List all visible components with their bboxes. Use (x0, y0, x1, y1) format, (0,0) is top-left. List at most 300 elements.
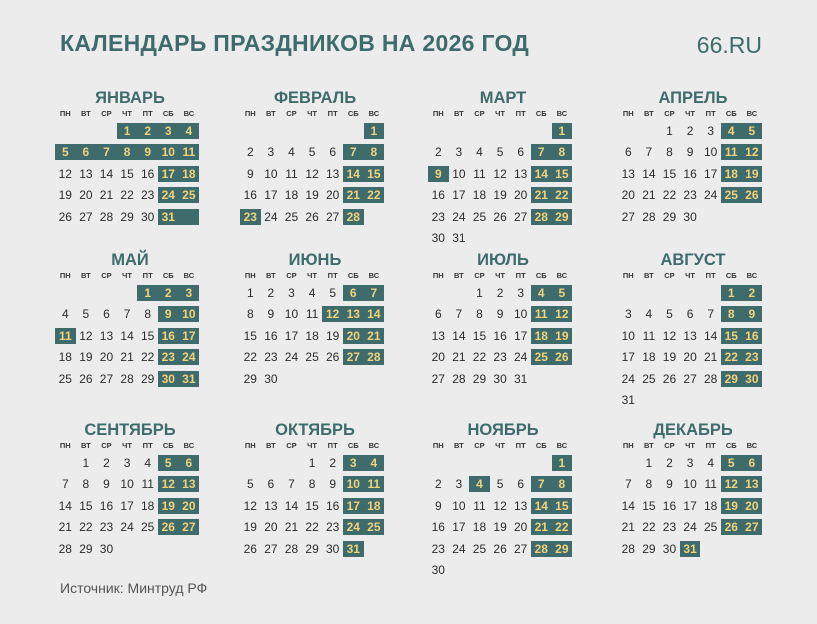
day-cell: 6 (103, 307, 110, 321)
holiday-day-cell: 16 (742, 328, 763, 344)
holiday-day-cell: 15 (721, 328, 742, 344)
day-cell: 3 (455, 477, 463, 491)
day-cell (700, 209, 721, 225)
holiday-day-cell: 17 (158, 166, 179, 182)
day-cell: 30 (683, 209, 697, 224)
month-block (618, 420, 768, 560)
day-cell: 21 (642, 188, 656, 202)
day-cell: 2 (329, 455, 337, 470)
holiday-day-cell: 22 (552, 187, 573, 203)
weekday-label: ВТ (266, 271, 276, 280)
day-cell: 29 (642, 541, 656, 556)
holiday-day-cell: 30 (158, 371, 179, 387)
weekday-label: ЧТ (685, 109, 695, 118)
day-cell: 27 (621, 209, 635, 224)
day-cell: 6 (624, 145, 632, 159)
holiday-day-cell: 10 (343, 476, 364, 492)
day-cell: 14 (452, 328, 466, 343)
week-row (428, 538, 578, 560)
brand-logo: 66.RU (696, 32, 762, 58)
holiday-day-cell: 5 (742, 123, 763, 139)
month-block (618, 250, 768, 411)
weekday-label: ПН (59, 441, 71, 450)
day-cell: 26 (325, 350, 340, 364)
weekday-label: ВС (746, 109, 758, 118)
day-cell: 3 (267, 145, 275, 159)
weekday-label: ПН (244, 271, 256, 280)
holiday-day-cell: 24 (158, 187, 179, 203)
day-cell: 27 (683, 371, 697, 386)
holiday-day-cell: 3 (179, 285, 200, 301)
holiday-day-cell: 11 (364, 476, 385, 492)
day-cell: 13 (99, 328, 114, 343)
day-cell: 22 (79, 520, 93, 534)
weekday-label: ПТ (515, 441, 526, 450)
weekday-label: ВТ (644, 271, 654, 280)
holiday-day-cell: 4 (179, 123, 200, 139)
week-row (428, 142, 578, 164)
week-row (618, 120, 768, 142)
day-cell: 24 (452, 209, 466, 224)
holiday-day-cell: 30 (742, 371, 763, 387)
day-cell: 16 (662, 498, 677, 513)
weekday-label: ПТ (142, 109, 153, 118)
day-cell (552, 230, 573, 246)
holiday-day-cell: 19 (552, 328, 573, 344)
day-cell: 23 (493, 350, 507, 364)
day-cell (364, 541, 385, 557)
day-cell (490, 123, 511, 139)
weekday-label: СБ (162, 109, 174, 118)
day-cell: 9 (686, 145, 694, 159)
weekday-label: ПТ (515, 109, 526, 118)
week-row (55, 474, 205, 496)
day-cell (261, 455, 282, 471)
week-row (428, 228, 578, 250)
holiday-day-cell: 12 (721, 476, 742, 492)
holiday-day-cell: 10 (179, 306, 200, 322)
day-cell: 9 (329, 477, 337, 491)
holiday-day-cell: 23 (158, 349, 179, 365)
day-cell: 23 (264, 350, 278, 364)
day-cell: 13 (621, 166, 635, 181)
holiday-day-cell: 28 (531, 541, 552, 557)
day-cell: 22 (243, 350, 257, 364)
weekday-label: СР (474, 441, 485, 450)
holiday-day-cell: 12 (552, 306, 573, 322)
week-row (240, 368, 390, 390)
day-cell: 18 (472, 520, 487, 534)
day-cell: 19 (305, 188, 319, 202)
day-cell: 10 (703, 145, 718, 159)
week-row (55, 120, 205, 142)
day-cell: 15 (472, 328, 487, 343)
day-cell: 26 (58, 209, 72, 224)
day-cell (55, 285, 76, 301)
day-cell: 27 (99, 371, 114, 386)
holiday-day-cell: 29 (721, 371, 742, 387)
day-cell: 11 (305, 307, 319, 321)
holiday-day-cell: 22 (364, 187, 385, 203)
day-cell: 16 (431, 188, 445, 202)
weekday-label: ЧТ (685, 441, 695, 450)
day-cell: 21 (99, 188, 114, 202)
holiday-day-cell: 9 (137, 144, 158, 160)
day-cell: 17 (703, 166, 718, 181)
day-cell: 31 (513, 371, 528, 386)
week-row (240, 474, 390, 496)
day-cell: 26 (493, 209, 507, 224)
day-cell: 23 (99, 520, 114, 534)
weekday-label: ЧТ (495, 441, 505, 450)
day-cell: 19 (79, 350, 93, 364)
holiday-day-cell: 19 (721, 498, 742, 514)
weekday-label: СБ (725, 109, 737, 118)
week-row (618, 185, 768, 207)
week-row (240, 495, 390, 517)
week-row (55, 347, 205, 369)
day-cell: 25 (284, 209, 299, 224)
day-cell: 9 (103, 477, 110, 491)
weekday-label: СБ (347, 109, 359, 118)
day-cell (428, 455, 449, 471)
day-cell: 18 (642, 350, 656, 364)
day-cell (96, 285, 117, 301)
month-name: ИЮЛЬ (477, 251, 529, 269)
day-cell: 18 (140, 498, 155, 513)
day-cell: 7 (455, 307, 463, 321)
holiday-day-cell: 4 (721, 123, 742, 139)
weekday-label: СР (664, 441, 675, 450)
weekday-label: ЧТ (122, 441, 132, 450)
day-cell: 28 (452, 371, 466, 386)
weekday-label: ВТ (454, 109, 464, 118)
day-cell: 7 (645, 145, 653, 159)
weekday-label: ПТ (705, 271, 716, 280)
day-cell: 15 (662, 166, 677, 181)
day-cell: 3 (517, 285, 525, 300)
weekday-label: ЧТ (307, 271, 317, 280)
source-note: Источник: Минтруд РФ (60, 580, 208, 596)
weekday-label: ПН (622, 271, 634, 280)
day-cell (469, 230, 490, 246)
day-cell (261, 123, 282, 139)
week-row (55, 282, 205, 304)
day-cell: 20 (325, 188, 340, 202)
day-cell: 6 (267, 477, 275, 491)
day-cell: 12 (493, 166, 507, 181)
day-cell: 10 (452, 498, 466, 513)
week-row (618, 495, 768, 517)
weekday-label: ВС (746, 441, 758, 450)
day-cell (639, 285, 660, 301)
day-cell: 16 (431, 520, 445, 534)
weekday-label: ЧТ (495, 271, 505, 280)
holiday-day-cell: 1 (117, 123, 138, 139)
day-cell: 17 (264, 188, 278, 202)
day-cell: 30 (493, 371, 507, 386)
day-cell: 5 (246, 477, 254, 491)
day-cell (700, 392, 721, 408)
holiday-day-cell: 3 (343, 455, 364, 471)
weekday-label: ПН (59, 109, 71, 118)
holiday-day-cell: 8 (552, 144, 573, 160)
holiday-day-cell: 17 (179, 328, 200, 344)
day-cell: 28 (703, 371, 718, 386)
day-cell: 23 (431, 209, 445, 224)
day-cell: 11 (473, 166, 486, 181)
day-cell: 12 (305, 166, 319, 181)
day-cell: 6 (686, 307, 694, 321)
holiday-day-cell: 9 (158, 306, 179, 322)
holiday-day-cell: 12 (158, 476, 179, 492)
week-row (55, 368, 205, 390)
day-cell: 20 (99, 350, 114, 364)
week-row (55, 325, 205, 347)
holiday-day-cell: 28 (343, 209, 364, 225)
holiday-day-cell: 26 (158, 519, 179, 535)
holiday-day-cell: 26 (721, 519, 742, 535)
day-cell (469, 455, 490, 471)
day-cell: 5 (82, 307, 90, 321)
holiday-day-cell (179, 209, 200, 225)
week-row (618, 304, 768, 326)
week-row (55, 142, 205, 164)
day-cell: 17 (120, 498, 134, 513)
holiday-day-cell: 15 (552, 166, 573, 182)
day-cell: 20 (621, 188, 635, 202)
weekday-header (428, 440, 578, 452)
day-cell: 5 (329, 285, 337, 300)
week-row (428, 163, 578, 185)
holiday-day-cell: 5 (158, 455, 179, 471)
week-row (428, 206, 578, 228)
weekday-label: СБ (162, 271, 174, 280)
day-cell: 13 (325, 166, 340, 181)
day-cell: 16 (264, 328, 278, 343)
day-cell: 14 (120, 328, 134, 343)
holiday-day-cell: 22 (552, 519, 573, 535)
day-cell (137, 541, 158, 557)
holiday-day-cell: 2 (742, 285, 763, 301)
day-cell (531, 455, 552, 471)
holiday-day-cell: 4 (364, 455, 385, 471)
day-cell: 3 (288, 285, 295, 300)
weekday-label: СР (474, 271, 485, 280)
weekday-label: СР (286, 271, 297, 280)
week-row (240, 347, 390, 369)
month-name: АПРЕЛЬ (658, 89, 728, 107)
weekday-label: ВС (368, 271, 380, 280)
day-cell: 23 (431, 541, 445, 556)
day-cell: 10 (452, 166, 466, 181)
week-row (618, 206, 768, 228)
week-row (428, 368, 578, 390)
weekday-label: ПТ (142, 441, 153, 450)
week-row (55, 517, 205, 539)
day-cell: 6 (517, 477, 525, 491)
holiday-day-cell: 12 (742, 144, 763, 160)
day-cell (531, 371, 552, 387)
day-cell: 27 (325, 209, 340, 224)
day-cell: 3 (624, 307, 632, 321)
weekday-label: СР (664, 271, 675, 280)
day-cell (179, 541, 200, 557)
day-cell (490, 230, 511, 246)
day-cell (302, 123, 323, 139)
day-cell: 21 (452, 350, 466, 364)
weekday-label: ПН (432, 109, 444, 118)
day-cell: 7 (288, 477, 295, 491)
weekday-label: ВС (368, 109, 380, 118)
day-cell: 9 (267, 307, 275, 321)
holiday-day-cell: 7 (96, 144, 117, 160)
week-row (428, 474, 578, 496)
weekday-label: ВТ (644, 109, 654, 118)
day-cell: 16 (325, 498, 340, 513)
day-cell: 24 (264, 209, 278, 224)
weekday-label: ВС (183, 441, 195, 450)
day-cell (680, 285, 701, 301)
day-cell: 27 (264, 541, 278, 556)
day-cell: 20 (431, 350, 445, 364)
day-cell: 20 (513, 520, 528, 534)
day-cell: 17 (284, 328, 299, 343)
weekday-label: ЧТ (122, 271, 132, 280)
day-cell: 11 (642, 328, 656, 343)
day-cell: 19 (493, 188, 507, 202)
holiday-day-cell: 18 (721, 166, 742, 182)
weekday-label: ПН (244, 109, 256, 118)
day-cell: 29 (472, 371, 487, 386)
week-row (618, 347, 768, 369)
day-cell: 30 (99, 541, 114, 556)
day-cell: 5 (308, 145, 316, 159)
weekday-label: ВТ (454, 271, 464, 280)
day-cell: 9 (666, 477, 673, 491)
holiday-day-cell: 6 (76, 144, 97, 160)
holiday-day-cell: 8 (117, 144, 138, 160)
day-cell: 3 (686, 455, 694, 470)
month-name: СЕНТЯБРЬ (84, 421, 176, 439)
holiday-day-cell: 6 (179, 455, 200, 471)
day-cell: 10 (264, 166, 278, 181)
holiday-day-cell: 10 (158, 144, 179, 160)
day-cell: 5 (496, 145, 504, 159)
day-cell: 2 (103, 455, 110, 470)
day-cell: 18 (284, 188, 299, 202)
weekday-header (618, 270, 768, 282)
weekday-label: СР (286, 109, 297, 118)
weekday-label: ЧТ (685, 271, 695, 280)
day-cell (96, 123, 117, 139)
month-name: ИЮНЬ (288, 251, 342, 269)
day-cell (428, 123, 449, 139)
holiday-day-cell: 24 (179, 349, 200, 365)
day-cell: 20 (264, 520, 278, 534)
day-cell (531, 562, 552, 578)
weekday-label: ВС (183, 109, 195, 118)
holiday-day-cell: 20 (343, 328, 364, 344)
day-cell: 1 (645, 455, 653, 470)
weekday-label: ПН (622, 109, 634, 118)
holiday-day-cell: 29 (552, 541, 573, 557)
day-cell: 4 (144, 455, 152, 470)
weekday-header (428, 108, 578, 120)
day-cell: 16 (99, 498, 114, 513)
day-cell: 22 (305, 520, 319, 534)
month-block (428, 420, 578, 581)
holiday-day-cell: 8 (721, 306, 742, 322)
month-block (240, 88, 390, 228)
holiday-day-cell: 23 (240, 209, 261, 225)
week-row (428, 120, 578, 142)
day-cell: 9 (496, 307, 504, 321)
day-cell: 16 (493, 328, 507, 343)
day-cell (680, 392, 701, 408)
day-cell (428, 285, 449, 301)
day-cell: 21 (703, 350, 718, 364)
day-cell: 28 (642, 209, 656, 224)
day-cell: 2 (267, 285, 275, 300)
day-cell: 4 (707, 455, 715, 470)
day-cell: 14 (703, 328, 718, 343)
day-cell: 15 (140, 328, 155, 343)
day-cell: 25 (703, 520, 718, 534)
day-cell: 21 (58, 520, 72, 534)
week-row (428, 185, 578, 207)
day-cell: 7 (707, 307, 715, 321)
day-cell: 11 (473, 498, 486, 513)
month-name: ЯНВАРЬ (95, 89, 165, 107)
day-cell: 22 (642, 520, 656, 534)
week-row (428, 452, 578, 474)
weekday-label: СР (664, 109, 675, 118)
weekday-label: ВС (556, 271, 568, 280)
holiday-day-cell: 18 (179, 166, 200, 182)
day-cell: 9 (246, 166, 254, 181)
day-cell: 15 (305, 498, 319, 513)
week-row (428, 282, 578, 304)
weekday-header (55, 108, 205, 120)
month-block (240, 420, 390, 560)
day-cell: 9 (434, 498, 442, 513)
holiday-day-cell: 31 (158, 209, 179, 225)
day-cell: 4 (308, 285, 316, 300)
month-block (55, 420, 205, 560)
day-cell: 14 (284, 498, 299, 513)
day-cell (76, 285, 97, 301)
weekday-label: СР (474, 109, 485, 118)
day-cell: 12 (58, 166, 72, 181)
day-cell (343, 123, 364, 139)
holiday-day-cell: 13 (343, 306, 364, 322)
holiday-day-cell: 14 (364, 306, 385, 322)
day-cell (531, 123, 552, 139)
day-cell: 13 (264, 498, 278, 513)
day-cell: 10 (683, 477, 697, 491)
day-cell: 22 (472, 350, 487, 364)
day-cell: 24 (621, 371, 635, 386)
holiday-day-cell: 1 (364, 123, 385, 139)
day-cell: 24 (452, 541, 466, 556)
day-cell: 24 (513, 350, 528, 364)
holiday-day-cell: 7 (343, 144, 364, 160)
day-cell (281, 371, 302, 387)
week-row (428, 560, 578, 582)
day-cell: 24 (703, 188, 718, 202)
day-cell: 17 (452, 520, 466, 534)
